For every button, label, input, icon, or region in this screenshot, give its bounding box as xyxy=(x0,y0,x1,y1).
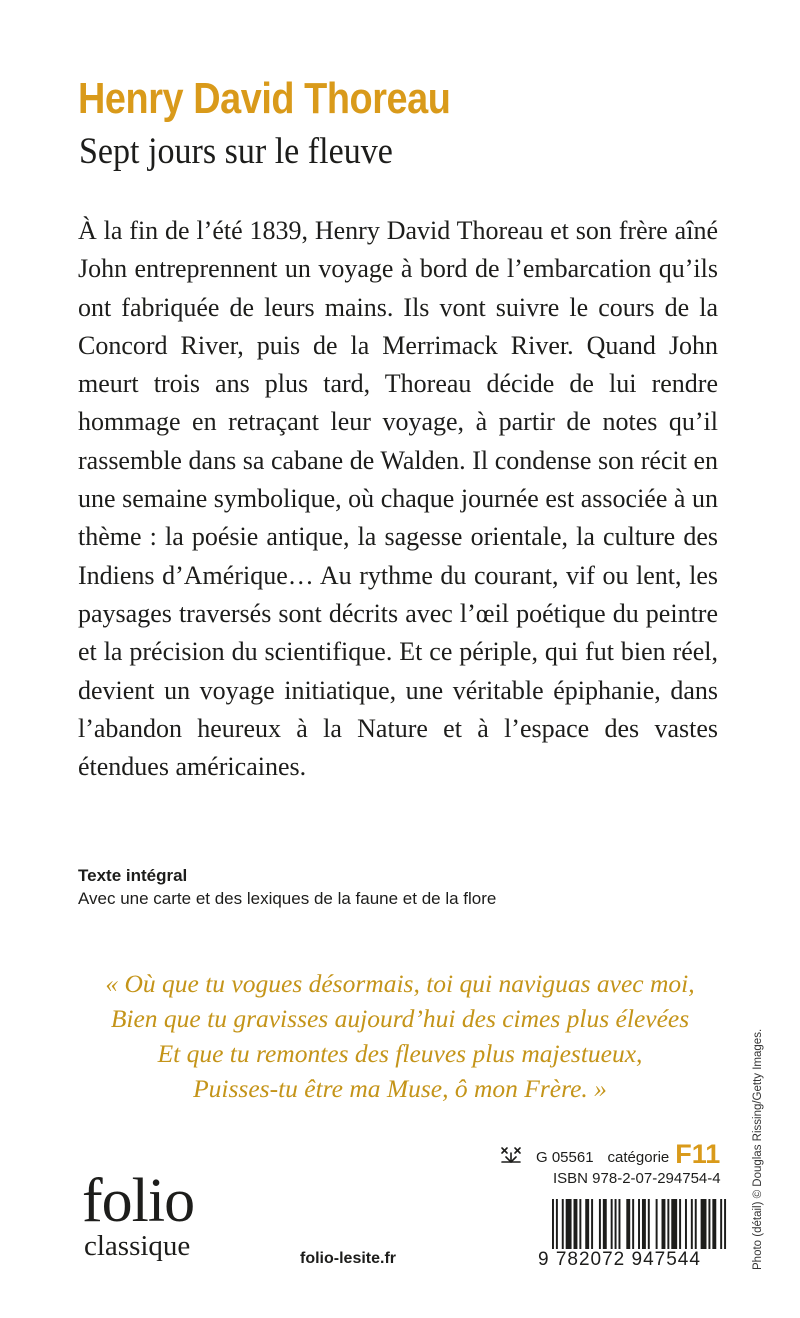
barcode-bar xyxy=(638,1199,640,1249)
barcode-bar xyxy=(724,1199,726,1249)
barcode-bar xyxy=(691,1199,693,1249)
barcode-bar xyxy=(574,1199,578,1249)
barcode-digits: 9 782072 947544 xyxy=(538,1249,701,1270)
barcode-bar xyxy=(562,1199,564,1249)
gallimard-logo-icon xyxy=(498,1144,524,1166)
author-name: Henry David Thoreau xyxy=(78,74,451,123)
barcode-bar xyxy=(685,1199,687,1249)
barcode-bar xyxy=(701,1199,707,1249)
barcode-bar xyxy=(642,1199,646,1249)
barcode-bar xyxy=(552,1199,554,1249)
barcode-bar xyxy=(656,1199,658,1249)
barcode-bar xyxy=(667,1199,669,1249)
book-title: Sept jours sur le fleuve xyxy=(79,131,393,172)
photo-credit: Photo (détail) © Douglas Rissing/Getty Images. xyxy=(752,1028,764,1270)
barcode-bar xyxy=(712,1199,716,1249)
barcode-bar xyxy=(648,1199,650,1249)
catalog-code-row xyxy=(498,1139,721,1169)
barcode xyxy=(538,1195,728,1271)
edition-note: Avec une carte et des lexiques de la faune et de la flore xyxy=(78,889,497,908)
epigraph-quote xyxy=(60,966,740,1106)
category-label: catégorie xyxy=(607,1149,670,1166)
barcode-bar xyxy=(632,1199,634,1249)
quote-line: Bien que tu gravisses aujourd’hui des cimes plus élevées xyxy=(110,1004,690,1033)
edition-label: Texte intégral xyxy=(78,866,188,885)
quote-line: « Où que tu vogues désormais, toi qui naviguas avec moi, xyxy=(105,969,695,998)
category-code: F11 xyxy=(675,1139,721,1169)
quote-line: Puisses-tu être ma Muse, ô mon Frère. » xyxy=(193,1074,607,1103)
barcode-bar xyxy=(579,1199,581,1249)
barcode-bar xyxy=(585,1199,589,1249)
barcode-bar xyxy=(556,1199,558,1249)
barcode-bar xyxy=(671,1199,677,1249)
quote-line: Et que tu remontes des fleuves plus majestueux, xyxy=(157,1039,643,1068)
barcode-bar xyxy=(615,1199,617,1249)
barcode-bar xyxy=(591,1199,593,1249)
barcode-bar xyxy=(708,1199,710,1249)
isbn-number: ISBN 978-2-07-294754-4 xyxy=(553,1170,721,1187)
barcode-bar xyxy=(618,1199,620,1249)
blurb-text: À la fin de l’été 1839, Henry David Thoreau et son frère aîné John entreprennent un voyage à bord de l’embarcation qu’ils ont fabriquée de leurs mains. Ils vont suivre le cours de la Concord River, puis de la Merrimack River. Quand John meurt trois ans plus tard, Thoreau décide de lui rendre hommage en retraçant leur voyage, à partir de notes qu’il rassemble dans sa cabane de Walden. Il condense son récit en une semaine symbolique, où chaque journée est associée à un thème : la poésie antique, la sagesse orientale, la culture des Indiens d’Amérique… Au rythme du courant, vif ou lent, les paysages traversés sont décrits avec l’œil poétique du peintre et la précision du scientifique. Et ce périple, qui fut bien réel, devient un voyage initiatique, une véritable épiphanie, dans l’abandon heureux à la Nature et à l’espace des vastes étendues américaines. xyxy=(78,216,718,782)
barcode-bar xyxy=(599,1199,601,1249)
barcode-bar xyxy=(603,1199,607,1249)
catalog-code: G 05561 xyxy=(536,1149,594,1166)
barcode-bar xyxy=(662,1199,666,1249)
logo-main-text: folio xyxy=(82,1167,195,1235)
barcode-bar xyxy=(566,1199,572,1249)
barcode-bar xyxy=(626,1199,630,1249)
barcode-bar xyxy=(611,1199,613,1249)
logo-sub-text: classique xyxy=(84,1230,191,1262)
barcode-bar xyxy=(679,1199,681,1249)
barcode-bar xyxy=(720,1199,722,1249)
barcode-bars xyxy=(552,1199,728,1249)
folio-classique-logo xyxy=(82,1167,195,1262)
barcode-bar xyxy=(695,1199,697,1249)
website-link[interactable]: folio-lesite.fr xyxy=(300,1250,397,1267)
